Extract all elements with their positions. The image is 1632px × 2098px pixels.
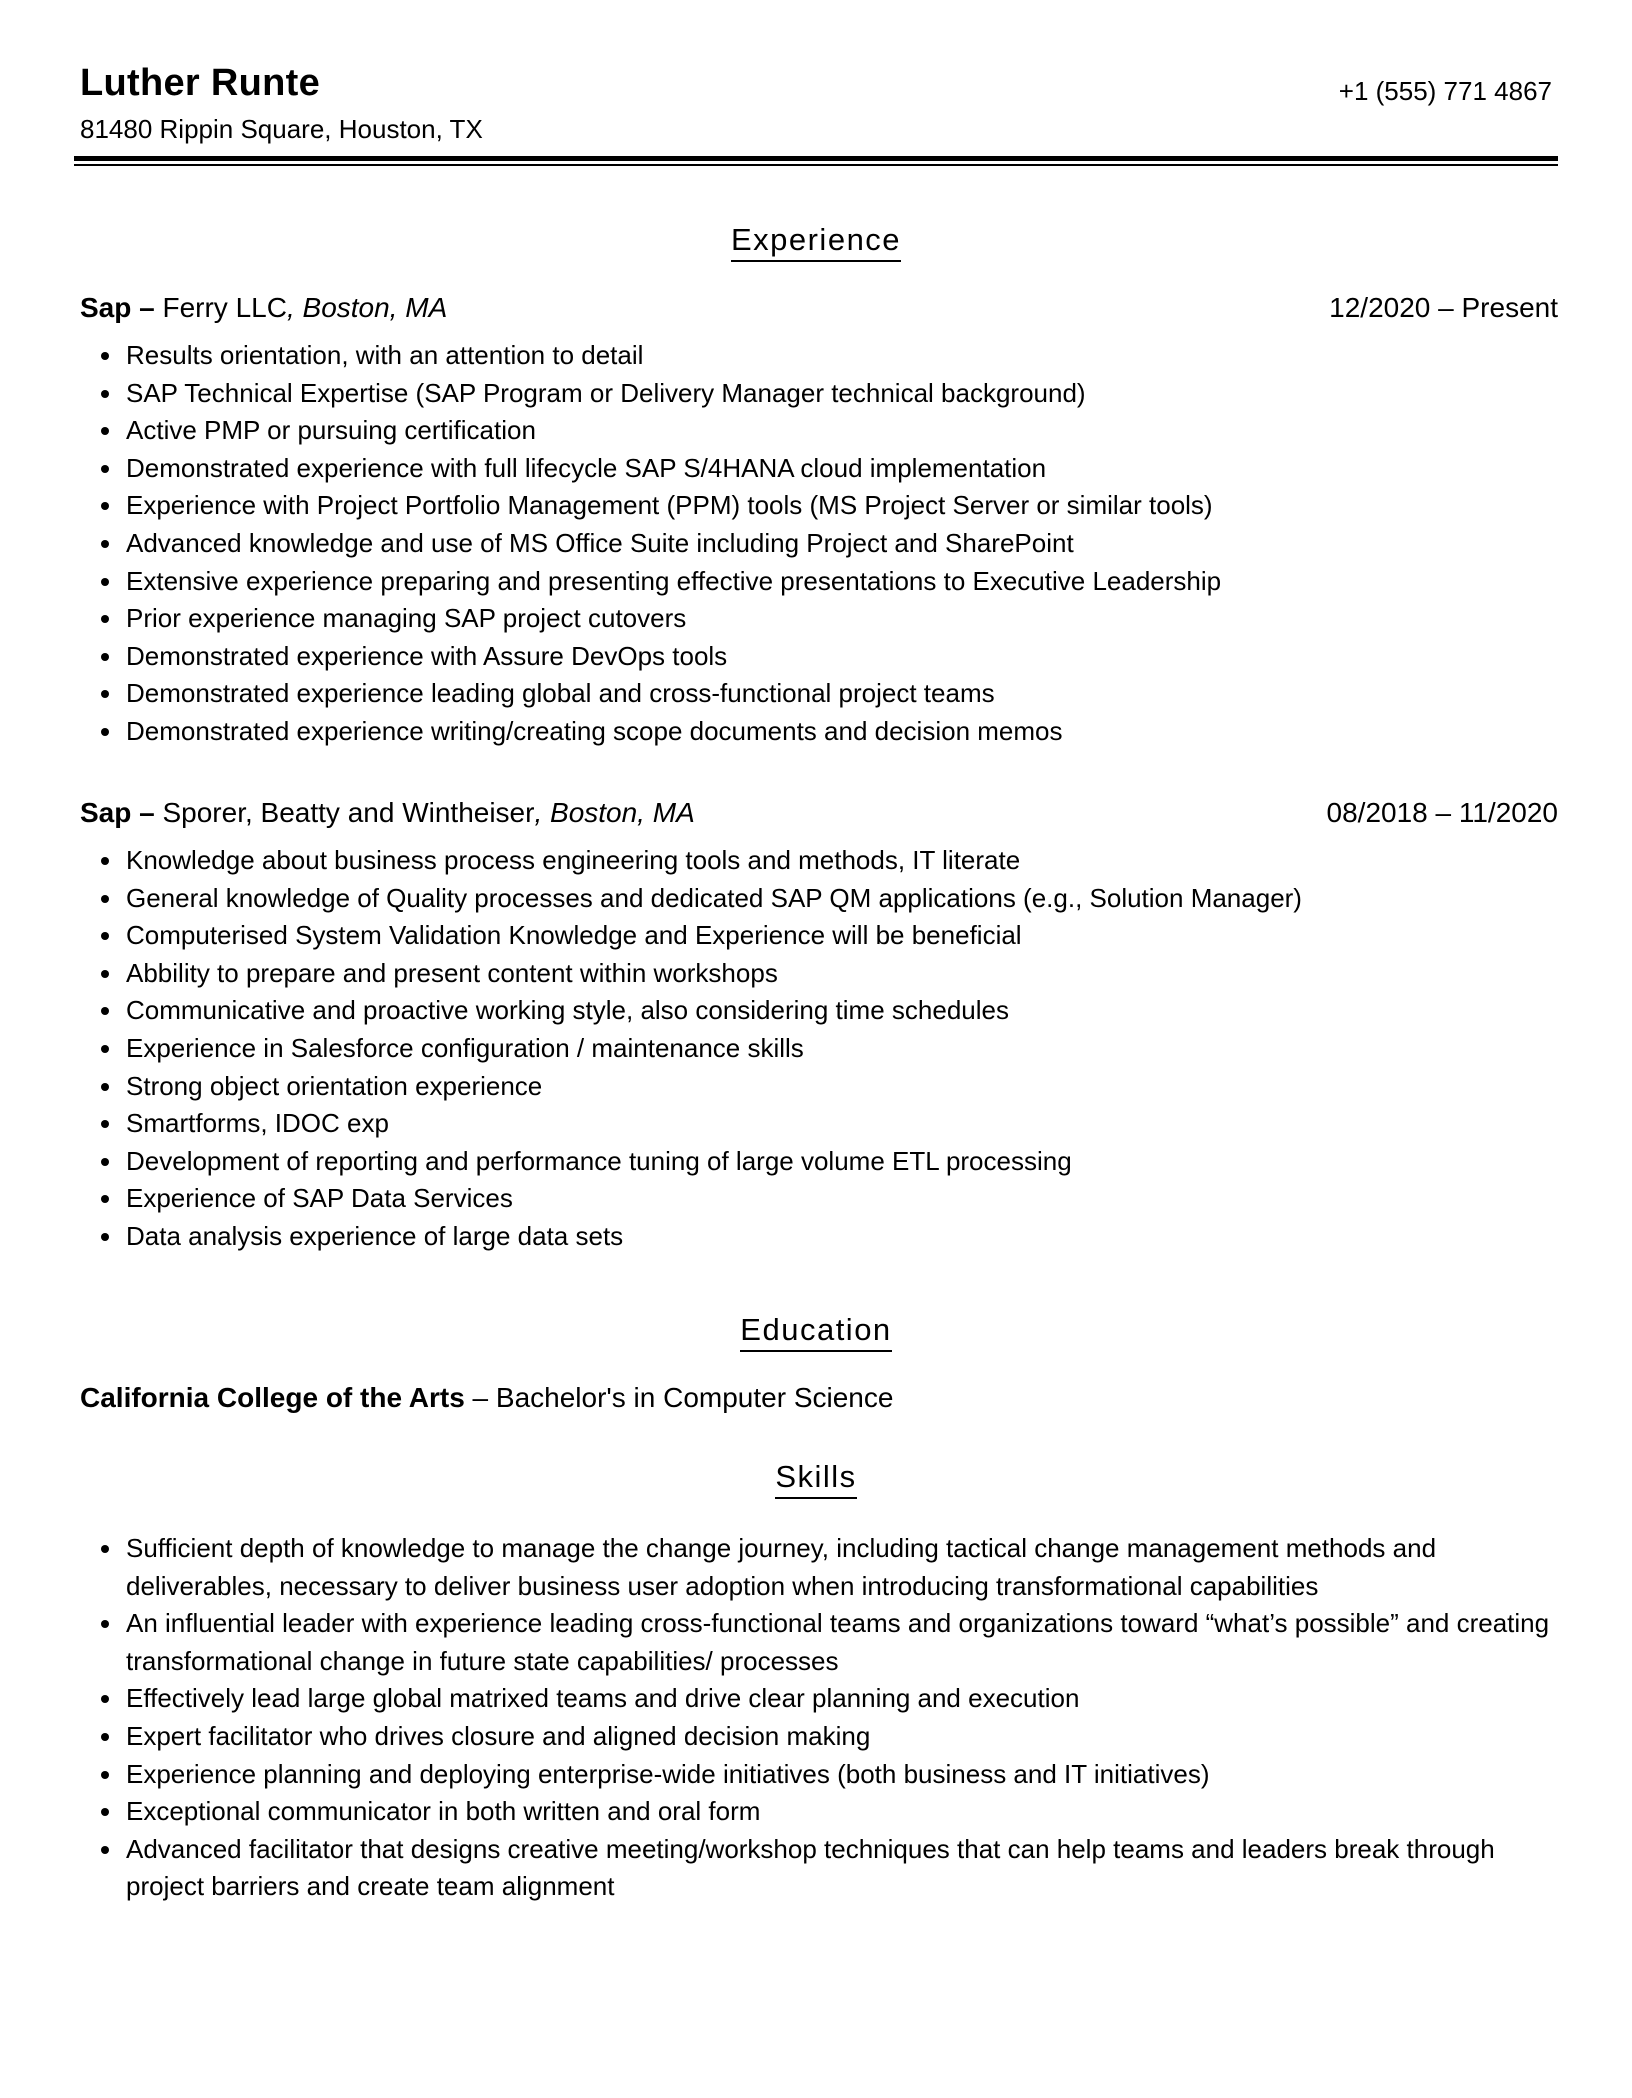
list-item: Advanced facilitator that designs creative meeting/workshop techniques that can help teams and leaders break through project barriers and create team alignment: [80, 1831, 1550, 1906]
job-header-2: [80, 797, 1558, 837]
list-item: Demonstrated experience leading global and cross-functional project teams: [80, 675, 1550, 713]
list-item: Abbility to prepare and present content within workshops: [80, 955, 1550, 993]
degree: – Bachelor's in Computer Science: [464, 1382, 894, 1413]
list-item: SAP Technical Expertise (SAP Program or Delivery Manager technical background): [80, 375, 1550, 413]
list-item: Prior experience managing SAP project cutovers: [80, 600, 1550, 638]
job-2-bullet-list: [80, 842, 1550, 1256]
list-item: Development of reporting and performance tuning of large volume ETL processing: [80, 1143, 1550, 1181]
job-header-1: [80, 292, 1558, 332]
list-item: Smartforms, IDOC exp: [80, 1105, 1550, 1143]
skills-bullet-list: [80, 1530, 1550, 1906]
list-item: Effectively lead large global matrixed teams and drive clear planning and execution: [80, 1680, 1550, 1718]
job-location: , Boston, MA: [534, 797, 695, 828]
experience-heading: [0, 222, 1632, 262]
list-item: Communicative and proactive working style, also considering time schedules: [80, 992, 1550, 1030]
job-title: Sap –: [80, 292, 155, 323]
job-company: Ferry LLC: [154, 292, 287, 323]
job-title-line: [80, 292, 447, 324]
list-item: Sufficient depth of knowledge to manage the change journey, including tactical change management methods and deliverables, necessary to deliver business user adoption when introducing transformational capabilities: [80, 1530, 1550, 1605]
list-item: Results orientation, with an attention to detail: [80, 337, 1550, 375]
job-location: , Boston, MA: [286, 292, 448, 323]
list-item: Strong object orientation experience: [80, 1068, 1550, 1106]
job-1-bullet-list: [80, 337, 1550, 751]
list-item: An influential leader with experience leading cross-functional teams and organizations toward “what’s possible” and creating transformational change in future state capabilities/ processes: [80, 1605, 1550, 1680]
education-heading: [0, 1312, 1632, 1352]
list-item: Extensive experience preparing and presenting effective presentations to Executive Leadership: [80, 563, 1550, 601]
list-item: Active PMP or pursuing certification: [80, 412, 1550, 450]
list-item: Experience in Salesforce configuration / maintenance skills: [80, 1030, 1550, 1068]
skills-heading-text: Skills: [775, 1459, 856, 1499]
list-item: Data analysis experience of large data sets: [80, 1218, 1550, 1256]
list-item: Demonstrated experience with Assure DevOps tools: [80, 638, 1550, 676]
list-item: Experience with Project Portfolio Management (PPM) tools (MS Project Server or similar tools): [80, 487, 1550, 525]
phone-number: +1 (555) 771 4867: [1338, 76, 1552, 106]
candidate-name: Luther Runte: [80, 62, 321, 104]
address: 81480 Rippin Square, Houston, TX: [80, 114, 483, 144]
experience-heading-text: Experience: [731, 222, 901, 262]
list-item: Experience of SAP Data Services: [80, 1180, 1550, 1218]
list-item: Experience planning and deploying enterprise-wide initiatives (both business and IT initiatives): [80, 1756, 1550, 1794]
list-item: Advanced knowledge and use of MS Office Suite including Project and SharePoint: [80, 525, 1550, 563]
list-item: Knowledge about business process engineering tools and methods, IT literate: [80, 842, 1550, 880]
header-divider-thick: [74, 156, 1558, 161]
school-name: California College of the Arts: [80, 1382, 465, 1413]
list-item: Demonstrated experience with full lifecycle SAP S/4HANA cloud implementation: [80, 450, 1550, 488]
job-dates: 12/2020 – Present: [1329, 292, 1558, 323]
job-company: Sporer, Beatty and Wintheiser: [154, 797, 535, 828]
job-dates: 08/2018 – 11/2020: [1326, 797, 1558, 828]
list-item: Exceptional communicator in both written and oral form: [80, 1793, 1550, 1831]
job-title: Sap –: [80, 797, 155, 828]
education-heading-text: Education: [740, 1312, 891, 1352]
list-item: Computerised System Validation Knowledge and Experience will be beneficial: [80, 917, 1550, 955]
job-title-line: [80, 797, 695, 829]
header-divider-thin: [74, 164, 1558, 166]
list-item: Expert facilitator who drives closure and aligned decision making: [80, 1718, 1550, 1756]
education-entry: [80, 1382, 893, 1414]
skills-heading: [0, 1459, 1632, 1499]
list-item: Demonstrated experience writing/creating scope documents and decision memos: [80, 713, 1550, 751]
list-item: General knowledge of Quality processes and dedicated SAP QM applications (e.g., Solution Manager): [80, 880, 1550, 918]
